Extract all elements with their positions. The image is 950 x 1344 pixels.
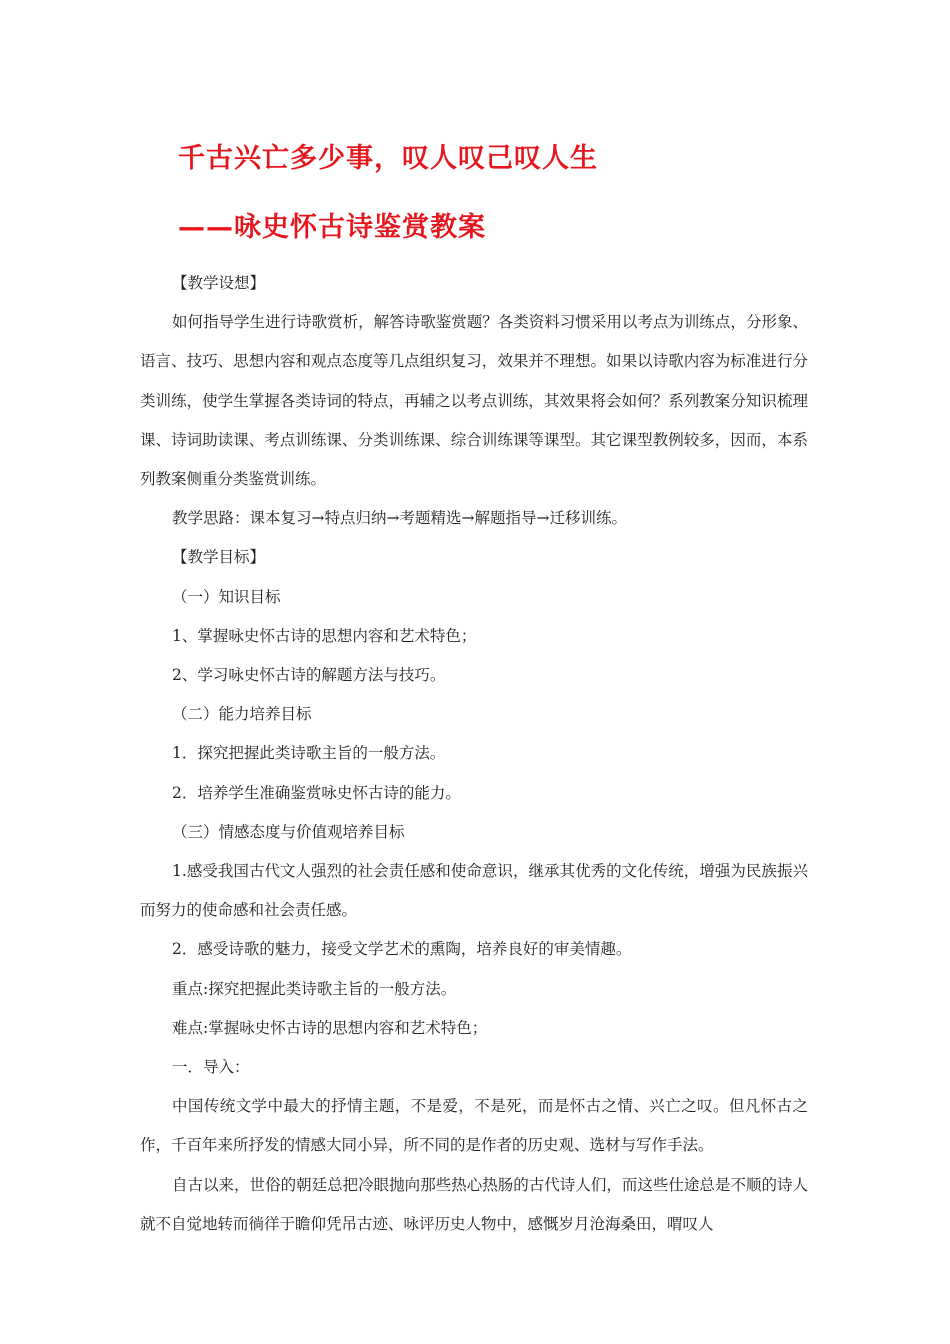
list-item: 2．感受诗歌的魅力，接受文学艺术的熏陶，培养良好的审美情趣。 [172, 940, 632, 959]
list-item: 1.感受我国古代文人强烈的社会责任感和使命意识，继承其优秀的文化传统，增强为民族振兴而努力的使命感和社会责任感。 [140, 862, 808, 920]
section-heading-introduction: 一．导入： [172, 1058, 250, 1077]
difficult-point: 难点:掌握咏史怀古诗的思想内容和艺术特色； [172, 1018, 488, 1037]
section-heading-design: 【教学设想】 [172, 274, 266, 292]
subheading-knowledge: （一）知识目标 [172, 587, 281, 606]
document-subtitle: ——咏史怀古诗鉴赏教案 [178, 212, 486, 243]
list-item: 1、掌握咏史怀古诗的思想内容和艺术特色； [172, 626, 477, 645]
document-title: 千古兴亡多少事，叹人叹己叹人生 [178, 143, 598, 174]
paragraph-intro: 如何指导学生进行诗歌赏析，解答诗歌鉴赏题？各类资料习惯采用以考点为训练点，分形象、语言、技巧、思想内容和观点态度等几点组织复习，效果并不理想。如果以诗歌内容为标准进行分类训练，使学生掌握各类诗词的特点，再辅之以考点训练，其效果将会如何？系列教案分知识梳理课、诗词助读课、考点训练课、分类训练课、综合训练课等课型。其它课型教例较多，因而，本系列教案侧重分类鉴赏训练。 [140, 313, 808, 489]
list-item: 1．探究把握此类诗歌主旨的一般方法。 [172, 744, 446, 763]
section-heading-objectives: 【教学目标】 [172, 548, 266, 567]
paragraph-body: 自古以来，世俗的朝廷总把冷眼抛向那些热心热肠的古代诗人们，而这些仕途总是不顺的诗人就不自觉地转而徜徉于瞻仰凭吊古迹、咏评历史人物中，感慨岁月沧海桑田，喟叹人 [140, 1175, 808, 1233]
document-body [140, 264, 808, 1244]
list-item: 2、学习咏史怀古诗的解题方法与技巧。 [172, 666, 446, 685]
list-item: 2．培养学生准确鉴赏咏史怀古诗的能力。 [172, 783, 461, 802]
paragraph-teaching-approach: 教学思路：课本复习→特点归纳→考题精选→解题指导→迁移训练。 [172, 509, 627, 528]
key-point: 重点:探究把握此类诗歌主旨的一般方法。 [172, 979, 457, 998]
subheading-attitude: （三）情感态度与价值观培养目标 [172, 822, 405, 841]
paragraph-body: 中国传统文学中最大的抒情主题，不是爱，不是死，而是怀古之情、兴亡之叹。但凡怀古之作，千百年来所抒发的情感大同小异，所不同的是作者的历史观、选材与写作手法。 [140, 1097, 808, 1155]
subheading-ability: （二）能力培养目标 [172, 705, 312, 724]
